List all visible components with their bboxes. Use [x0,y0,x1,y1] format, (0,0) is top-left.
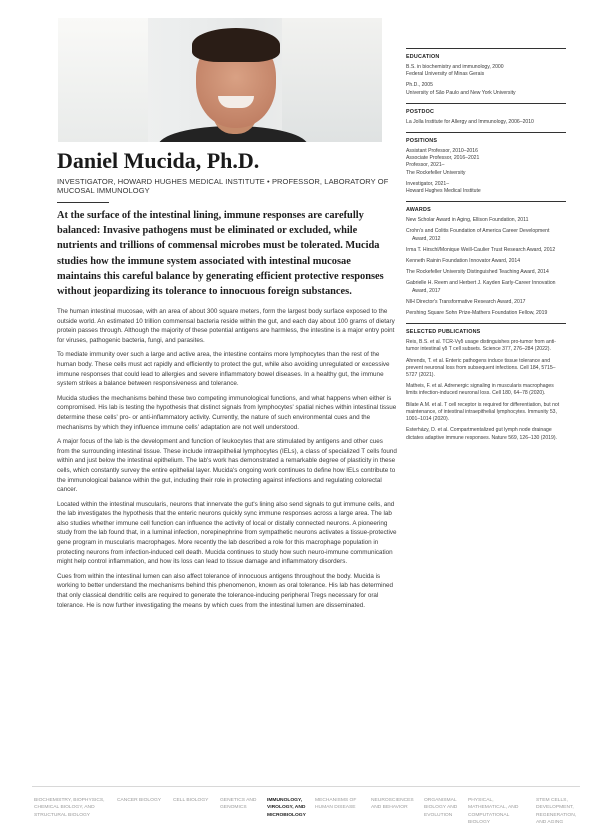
lab-background-right [282,18,382,142]
body-paragraph: A major focus of the lab is the development and function of leukocytes that are stimulated by antigens and other cues from the surrounding intestinal tissue. These include intraepithelial lymphocytes (IELs), a class of specialized T cells found within and just below the intestinal epithelium. The lab's work has demonstrated a remarkable degree of plasticity in these cells, which constantly survey the entire epithelial layer. Mucida's ongoing work continues to define how IELs contribute to the immunological balance within the gut, including their role in protecting against infections and regulating colorectal cancer. [57,438,397,494]
profile-subtitle: INVESTIGATOR, HOWARD HUGHES MEDICAL INSTITUTE • PROFESSOR, LABORATORY OF MUCOSAL IMMUNOLOGY [57,177,389,195]
section-rule [406,201,566,202]
footer-category-stem-cells[interactable]: STEM CELLS, DEVELOPMENT, REGENERATION, AND AGING [536,798,577,825]
footer-category-genetics[interactable]: GENETICS AND GENOMICS [220,798,257,811]
position-line: Howard Hughes Medical Institute [406,188,481,195]
position-line: Associate Professor, 2016–2021 [406,155,480,162]
award-line: Crohn's and Colitis Foundation of America Career Development [406,228,550,235]
position-line: Assistant Professor, 2010–2016 [406,148,478,155]
education-section [406,48,566,97]
publications-section [406,323,566,441]
lab-background-left [58,18,148,142]
body-text [57,307,397,615]
award-line: Award, 2017 [412,287,441,294]
section-heading: POSTDOC [406,108,435,115]
portrait-hair [192,28,280,62]
footer-category-cancer-biology[interactable]: CANCER BIOLOGY [117,798,162,803]
body-paragraph: Mucida studies the mechanisms behind these two competing immunological functions, and what happens when either is compromised. His lab is testing the hypothesis that distinct signals from lymphocytes' spatial niches within intestinal tissue determine these cells' pro- or anti-inflammatory activity. Currently, the nature of such environmental cues and the mechanisms by which they influence immune cells' adaptation are not well understood. [57,394,397,431]
award-line: New Scholar Award in Aging, Ellison Foundation, 2011 [406,217,529,224]
award-line: The Rockefeller University Distinguished Teaching Award, 2014 [406,269,549,276]
section-rule [406,103,566,104]
section-heading: EDUCATION [406,54,440,60]
body-paragraph: Located within the intestinal muscularis, neurons that innervate the gut's lining also send signals to gut immune cells, and the lab investigates the hypothesis that the enteric neurons quickly sync immune responses across a large area. The lab also studies whether immune cell function can influence the activity of local or distally connected neurons. A pioneering study from the lab found that, in a luminal infection, norepinephrine from sympathetic neurons activates a tissue-protective gene program in muscularis macrophages. More recently the lab described a role for this macrophage population in protecting neurons from infection-induced cell death. Mucida continues to study how such neuro-immune communication might help control inflammation, and how its loss can lead to tissue damage and inflammatory disorders. [57,500,397,566]
publication-item: Reis, B.S. et al. TCR-Vγδ usage distinguishes pro-tumor from anti-tumor intestinal γδ T cell subsets. Science 377, 276–284 (2022). [406,339,556,353]
positions-section [406,132,566,195]
award-line: Irma T. Hirschl/Monique Weill-Caulier Trust Research Award, 2012 [406,246,556,253]
award-line: Gabrielle H. Reem and Herbert J. Kayden Early-Career Innovation [406,280,556,287]
award-line: Pershing Square Sohn Prize-Mathers Foundation Fellow, 2019 [406,310,548,317]
publication-item: Matheis, F. et al. Adrenergic signaling in muscularis macrophages limits infection-induced neuronal loss. Cell 180, 64–78 (2020). [406,383,554,397]
section-heading: POSITIONS [406,138,438,145]
body-paragraph: Cues from within the intestinal lumen can also affect tolerance of innocuous antigens throughout the body. Mucida is working to better understand the mechanisms behind this phenomenon, known as oral tolerance. His lab has determined that only classical dendritic cells are required to generate the tolerance-inducing peripheral Tregs necessary for oral tolerance. He is now further investigating the means by which cues from the intestinal lumen are disseminated. [57,572,394,609]
position-line: The Rockefeller University [406,169,466,176]
footer-category-human-disease[interactable]: MECHANISMS OF HUMAN DISEASE [315,798,357,811]
publication-item: Ahrends, T. et al. Enteric pathogens induce tissue tolerance and prevent neuronal loss from subsequent infections. Cell 184, 5715–5727 (2021). [406,357,556,379]
education-line: B.S. in biochemistry and immunology, 2000 [406,64,504,70]
award-line: Award, 2012 [412,235,441,242]
position-line: Professor, 2021– [406,162,445,169]
section-rule [406,323,566,324]
footer-category-physical-biology[interactable]: PHYSICAL, MATHEMATICAL, AND COMPUTATIONAL BIOLOGY [468,798,519,825]
education-line: University of São Paulo and New York University [406,89,516,96]
section-heading: SELECTED PUBLICATIONS [406,329,481,336]
lead-paragraph: At the surface of the intestinal lining, immune responses are carefully balanced: Invasive pathogens must be eliminated or excluded, while nutrients and trillions of commensal microbes must be tolerated. Mucida studies how the immune system associated with intestinal mucosae maintains this careful balance by generating efficient protective responses without jeopardizing its tolerance to innocuous foreign substances. [57,210,384,298]
publication-item: Bilate A.M. et al. T cell receptor is required for differentiation, but not maintenance, of intestinal intraepithelial lymphocytes. Immunity 53, 1001–1014 (2020). [406,401,560,423]
education-line: Ph.D., 2005 [406,82,433,89]
education-line: Federal University of Minas Gerais [406,71,485,78]
sidebar [406,48,566,448]
footer-category-organismal-biology[interactable]: ORGANISMAL BIOLOGY AND EVOLUTION [424,798,458,818]
award-line: NIH Director's Transformative Research Award, 2017 [406,298,526,305]
profile-name: Daniel Mucida, Ph.D. [57,148,260,173]
footer-category-neurosciences[interactable]: NEUROSCIENCES AND BEHAVIOR [371,798,414,811]
section-rule [406,48,566,49]
footer-category-immunology[interactable]: IMMUNOLOGY, VIROLOGY, AND MICROBIOLOGY [267,798,306,818]
awards-section [406,201,566,317]
body-paragraph: The human intestinal mucosae, with an area of about 300 square meters, form the largest body surface exposed to the outside world. An estimated 10 trillion commensal bacteria reside within the gut, and each day about 100 grams of dietary protein passes through. Although the majority of these potential antigens are harmless, the intestine is a major entry point for viruses, pathogenic bacteria, fungi, and parasites. [57,308,395,344]
postdoc-section [406,103,566,126]
section-rule [406,132,566,133]
portrait-photo [58,18,382,142]
footer-category-cell-biology[interactable]: CELL BIOLOGY [173,798,209,803]
postdoc-line: La Jolla Institute for Allergy and Immunology, 2006–2010 [406,118,534,125]
publication-item: Esterházy, D. et al. Compartmentalized gut lymph node drainage dictates adaptive immune responses. Nature 569, 126–130 (2019). [406,427,557,441]
body-paragraph: To mediate immunity over such a large and active area, the intestine contains more lymphocytes than the rest of the human body. These cells must act rapidly and efficiently to protect the gut, while also avoiding unregulated or excessive immune responses that could lead to allergies and severe inflammatory bowel diseases. In a healthy gut, the immune system strikes a balance between responsiveness and tolerance. [57,351,390,388]
award-line: Kenneth Rainin Foundation Innovator Award, 2014 [406,258,521,265]
section-heading: AWARDS [406,207,431,214]
lead-divider [57,202,109,203]
footer-category-biochemistry[interactable]: BIOCHEMISTRY, BIOPHYSICS, CHEMICAL BIOLOGY, AND STRUCTURAL BIOLOGY [34,798,105,818]
footer-divider [32,786,580,787]
position-line: Investigator, 2021– [406,180,450,187]
